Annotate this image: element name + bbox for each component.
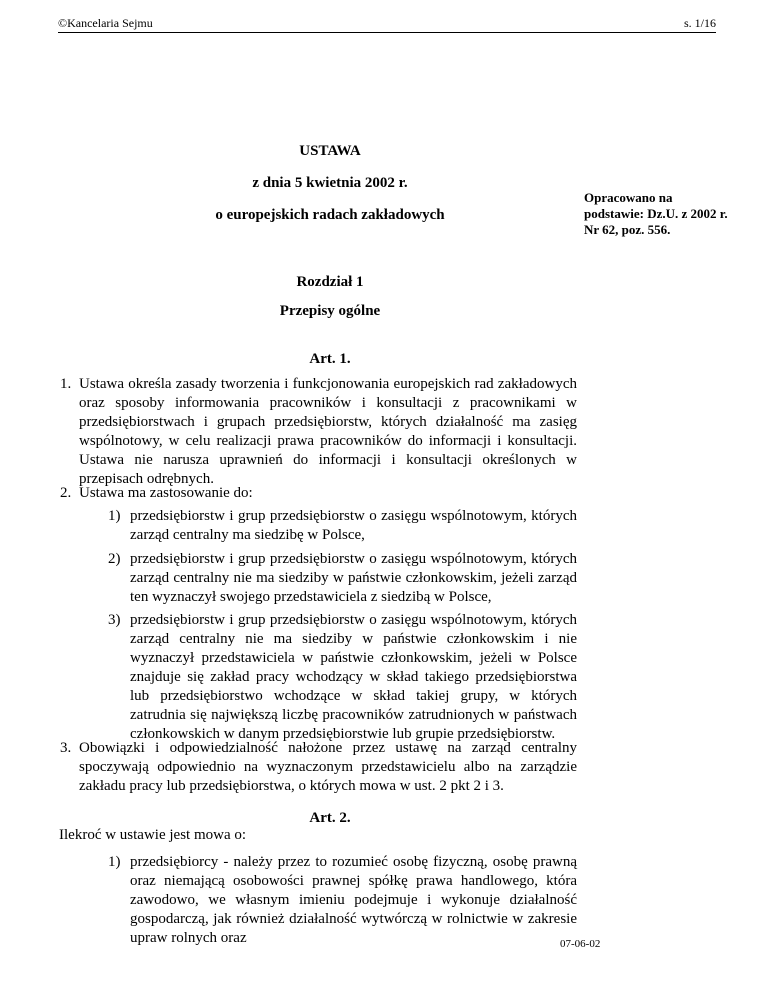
paragraph-number: 2.	[60, 485, 72, 501]
point-number: 1)	[108, 508, 121, 524]
document-type: USTAWA	[299, 143, 361, 159]
article-2-heading: Art. 2.	[309, 810, 351, 826]
article-2-point-1	[108, 853, 577, 948]
article-1-paragraph-2	[60, 484, 577, 503]
point-number: 3)	[108, 612, 121, 628]
article-1-point-3	[108, 611, 577, 744]
article-1-point-1	[108, 507, 577, 545]
page-header	[58, 14, 716, 33]
chapter-title: Przepisy ogólne	[279, 303, 381, 319]
chapter-number: Rozdział 1	[296, 274, 364, 290]
point-text: przedsiębiorcy - należy przez to rozumieć osobę fizyczną, osobę prawną oraz niemającą osobowości prawnej spółkę prawa handlowego, która zawodowo, we własnym imieniu podejmuje i wykonuje działalność gospodarczą, jak również działalność wytwórczą w rolnictwie w zakresie upraw rolnych oraz	[130, 854, 577, 946]
point-text: przedsiębiorstw i grup przedsiębiorstw o zasięgu wspólnotowym, których zarząd centralny nie ma siedziby w państwie członkowskim i nie wyznaczył przedstawiciela w państwie członkowskim, jeżeli w Polsce znajduje się zakład pracy wchodzący w skład takiego przedsiębiorstwa lub przedsiębiorstwo wchodzące w skład takiej grupy, w których zatrudnia się największą liczbę pracowników zatrudnionych w państwach członkowskich w danym przedsiębiorstwie lub grupie przedsiębiorstw.	[130, 612, 577, 742]
point-text: przedsiębiorstw i grup przedsiębiorstw o zasięgu wspólnotowym, których zarząd centralny nie ma siedziby w państwie członkowskim, jeżeli zarząd ten wyznaczył swojego przedstawiciela z siedzibą w Polsce,	[130, 551, 577, 605]
footer-date: 07-06-02	[560, 938, 601, 950]
paragraph-text: Ustawa określa zasady tworzenia i funkcjonowania europejskich rad zakładowych oraz sposoby informowania pracowników i konsultacji z pracownikami w przedsiębiorstwach i grupach przedsiębiorstw, których działalność ma zasięg wspólnotowy, w celu realizacji prawa pracowników do informacji i konsultacji. Ustawa nie narusza uprawnień do informacji i konsultacji określonych w przepisach odrębnych.	[79, 376, 577, 487]
article-1-paragraph-1	[60, 375, 577, 489]
article-1-heading: Art. 1.	[309, 351, 351, 367]
point-text: przedsiębiorstw i grup przedsiębiorstw o zasięgu wspólnotowym, których zarząd centralny ma siedzibę w Polsce,	[130, 508, 577, 543]
paragraph-text: Ustawa ma zastosowanie do:	[79, 485, 253, 501]
source-note: Opracowano na podstawie: Dz.U. z 2002 r. Nr 62, poz. 556.	[584, 190, 728, 237]
article-1-point-2	[108, 550, 577, 607]
paragraph-number: 1.	[60, 376, 72, 392]
paragraph-number: 3.	[60, 740, 72, 756]
publisher-label: ©Kancelaria Sejmu	[58, 16, 153, 30]
page-number: s. 1/16	[683, 16, 716, 30]
document-date: z dnia 5 kwietnia 2002 r.	[252, 175, 408, 191]
document-subject: o europejskich radach zakładowych	[215, 207, 445, 223]
point-number: 1)	[108, 854, 121, 870]
article-2-intro: Ilekroć w ustawie jest mowa o:	[59, 827, 247, 843]
paragraph-text: Obowiązki i odpowiedzialność nałożone przez ustawę na zarząd centralny spoczywają odpowiednio na wyznaczonym przedstawicielu albo na zarządzie zakładu pracy lub przedsiębiorstwa, o których mowa w ust. 2 pkt 2 i 3.	[79, 740, 577, 794]
point-number: 2)	[108, 551, 121, 567]
article-1-paragraph-3	[60, 739, 577, 796]
